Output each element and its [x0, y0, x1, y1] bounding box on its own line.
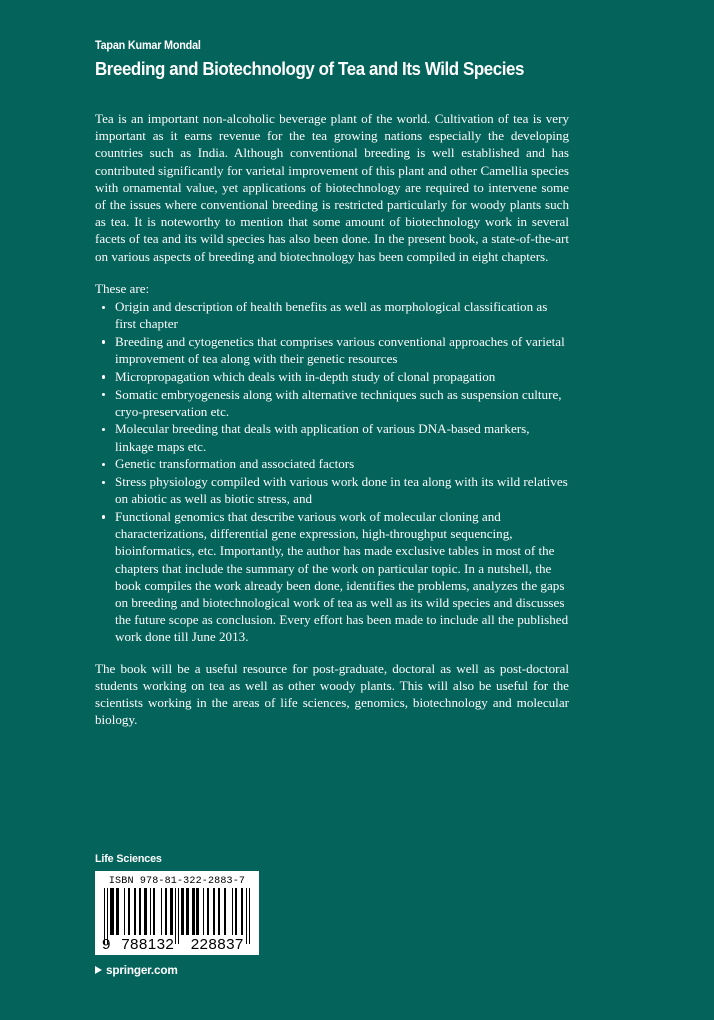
list-item: Stress physiology compiled with various work done in tea along with its wild relatives on abiotic as well as biotic stress, and [95, 473, 569, 507]
isbn-text: ISBN 978-81-322-2883-7 [108, 875, 246, 887]
list-item: Breeding and cytogenetics that comprises various conventional approaches of varietal improvement of tea along with their genetic resources [95, 333, 569, 367]
list-item: Functional genomics that describe various work of molecular cloning and characterizations, differential gene expression, high-throughput sequencing, bioinformatics, etc. Importantly, the author has made exclusive tables in most of the chapters that include the summary of the work on particular topic. In a nutshell, the book compiles the work already been done, identifies the problems, analyzes the gaps on breeding and biotechnological work of tea as well as its wild species and discusses the future scope as conclusion. Every effort has been made to include all the published work done till June 2013. [95, 508, 569, 646]
blurb-paragraph: Tea is an important non-alcoholic beverage plant of the world. Cultivation of tea is very important as it earns revenue for the tea growing nations especially the developing countries such as India. Although conventional breeding is well established and has contributed significantly for varietal improvement of this plant and other Camellia species with ornamental value, yet applications of biotechnology are required to intervene some of the issues where conventional breeding is restricted particularly for woody plants such as tea. It is noteworthy to mention that some amount of biotechnology work in several facets of tea and its wild species has also been done. In the present book, a state-of-the-art on various aspects of breeding and biotechnology has been compiled in eight chapters. [95, 111, 569, 264]
publisher-link[interactable] [95, 963, 395, 977]
list-item: Genetic transformation and associated factors [95, 455, 569, 472]
cover-content [95, 40, 569, 728]
ean-left-group: 788132 [121, 936, 175, 953]
series-label: Life Sciences [95, 853, 162, 865]
isbn-barcode [95, 871, 259, 955]
cover-footer [95, 853, 395, 977]
ean-right-group: 228837 [190, 936, 244, 953]
list-item: Molecular breeding that deals with application of various DNA-based markers, linkage maps etc. [95, 420, 569, 454]
play-triangle-icon [95, 966, 102, 974]
list-item: Somatic embryogenesis along with alternative techniques such as suspension culture, cryo-preservation etc. [95, 386, 569, 420]
ean-digits [100, 937, 254, 952]
book-title: Breeding and Biotechnology of Tea and Its Wild Species [95, 59, 524, 79]
ean-prefix-digit: 9 [102, 936, 111, 953]
list-item: Origin and description of health benefits as well as morphological classification as first chapter [95, 298, 569, 332]
closing-paragraph: The book will be a useful resource for post-graduate, doctoral as well as post-doctoral students working on tea as well as other woody plants. This will also be useful for the scientists working in the areas of life sciences, genomics, biotechnology and molecular biology. [95, 660, 569, 728]
author-name: Tapan Kumar Mondal [95, 40, 201, 52]
publisher-url-label: springer.com [106, 963, 178, 977]
list-item: Micropropagation which deals with in-depth study of clonal propagation [95, 368, 569, 385]
list-intro: These are: [95, 280, 150, 296]
barcode-bars-area [100, 888, 254, 953]
chapter-bullet-list [95, 298, 569, 646]
